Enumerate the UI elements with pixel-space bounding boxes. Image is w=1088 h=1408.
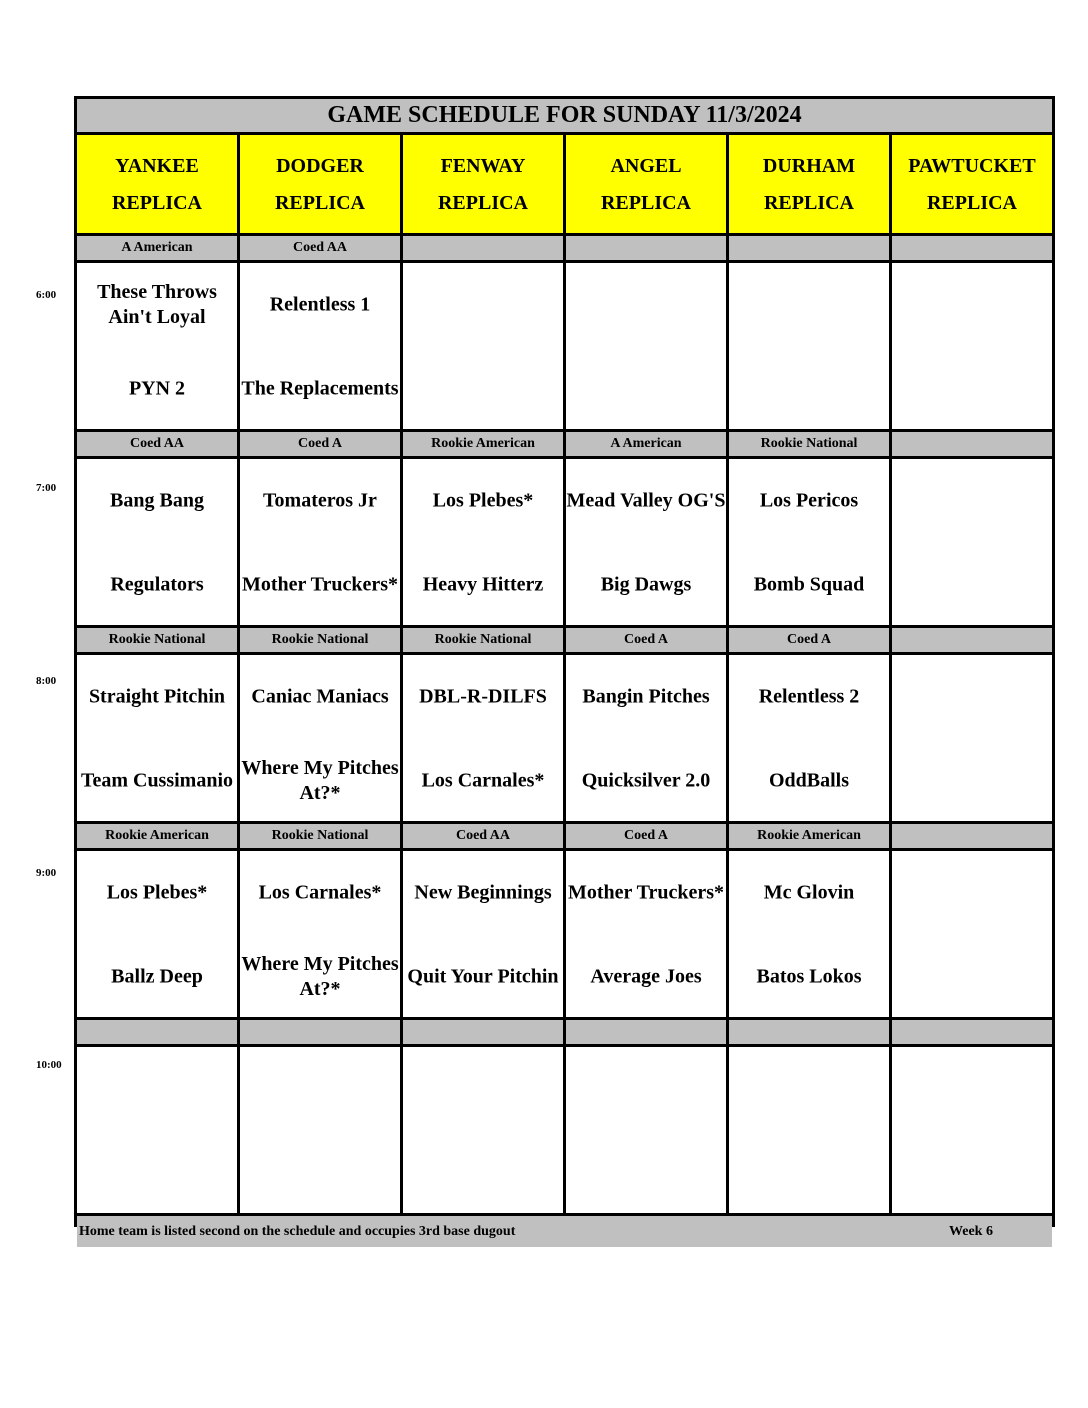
division-label: Coed A bbox=[566, 824, 726, 848]
home-team: Batos Lokos bbox=[756, 965, 862, 988]
time-label: 9:00 bbox=[36, 867, 57, 879]
division-label: Coed A bbox=[240, 432, 400, 456]
game-cell bbox=[240, 655, 400, 821]
field-type: REPLICA bbox=[763, 191, 854, 214]
home-team: Ballz Deep bbox=[111, 965, 203, 988]
home-team: Quit Your Pitchin bbox=[407, 965, 559, 988]
away-team: Mother Truckers* bbox=[567, 881, 725, 904]
division-label: Coed AA bbox=[403, 824, 563, 848]
field-header bbox=[729, 135, 889, 233]
away-team: Los Plebes* bbox=[106, 881, 208, 904]
away-team: Los Carnales* bbox=[258, 881, 382, 904]
away-team: DBL-R-DILFS bbox=[419, 685, 547, 708]
field-type: REPLICA bbox=[111, 191, 202, 214]
game-cell bbox=[566, 851, 726, 1017]
division-label bbox=[403, 1020, 563, 1044]
division-label bbox=[729, 236, 889, 260]
home-team: Big Dawgs bbox=[600, 573, 692, 596]
division-label: Coed AA bbox=[240, 236, 400, 260]
division-label bbox=[892, 628, 1052, 652]
field-header bbox=[403, 135, 563, 233]
game-cell bbox=[240, 263, 400, 429]
home-team: Regulators bbox=[110, 573, 204, 596]
field-type: REPLICA bbox=[437, 191, 528, 214]
division-label bbox=[77, 1020, 237, 1044]
home-team: Mother Truckers* bbox=[241, 573, 399, 596]
division-label: Rookie National bbox=[77, 628, 237, 652]
game-cell bbox=[240, 459, 400, 625]
game-cell bbox=[729, 459, 889, 625]
division-label: Coed A bbox=[729, 628, 889, 652]
game-cell bbox=[892, 851, 1052, 1017]
away-team: Mead Valley OG'S bbox=[566, 489, 726, 512]
division-label: A American bbox=[566, 432, 726, 456]
game-cell bbox=[566, 263, 726, 429]
division-label: Rookie National bbox=[240, 824, 400, 848]
home-team: Bomb Squad bbox=[753, 573, 865, 596]
home-team: Los Carnales* bbox=[421, 769, 545, 792]
field-type: REPLICA bbox=[274, 191, 365, 214]
game-cell bbox=[403, 459, 563, 625]
home-team: Heavy Hitterz bbox=[422, 573, 544, 596]
division-label: Rookie American bbox=[77, 824, 237, 848]
away-team: Relentless 1 bbox=[269, 293, 371, 316]
game-cell bbox=[729, 1047, 889, 1213]
game-cell bbox=[403, 263, 563, 429]
division-label: Rookie National bbox=[240, 628, 400, 652]
game-cell bbox=[892, 655, 1052, 821]
game-cell bbox=[77, 459, 237, 625]
game-cell bbox=[403, 1047, 563, 1213]
field-name: ANGEL bbox=[610, 154, 682, 177]
time-label: 10:00 bbox=[36, 1059, 62, 1071]
field-name: DURHAM bbox=[762, 154, 856, 177]
time-label: 6:00 bbox=[36, 289, 57, 301]
home-team: OddBalls bbox=[768, 769, 850, 792]
division-label: A American bbox=[77, 236, 237, 260]
away-team: New Beginnings bbox=[414, 881, 552, 904]
division-label: Rookie American bbox=[729, 824, 889, 848]
division-label bbox=[892, 824, 1052, 848]
game-cell bbox=[892, 459, 1052, 625]
away-team: Mc Glovin bbox=[763, 881, 855, 904]
field-type: REPLICA bbox=[926, 191, 1017, 214]
division-label: Rookie National bbox=[729, 432, 889, 456]
game-cell bbox=[892, 263, 1052, 429]
away-team: Los Plebes* bbox=[432, 489, 534, 512]
division-label bbox=[566, 1020, 726, 1044]
week-label: Week 6 bbox=[949, 1223, 993, 1239]
field-header bbox=[892, 135, 1052, 233]
division-label bbox=[892, 236, 1052, 260]
field-header bbox=[240, 135, 400, 233]
home-team: PYN 2 bbox=[128, 377, 186, 400]
home-team: Where My Pitches At?* bbox=[241, 757, 399, 804]
schedule-table bbox=[74, 96, 1055, 1239]
time-label: 7:00 bbox=[36, 482, 57, 494]
division-label: Coed AA bbox=[77, 432, 237, 456]
field-name: PAWTUCKET bbox=[908, 154, 1036, 177]
schedule-title: GAME SCHEDULE FOR SUNDAY 11/3/2024 bbox=[77, 99, 1052, 132]
division-label: Rookie National bbox=[403, 628, 563, 652]
game-cell bbox=[892, 1047, 1052, 1213]
game-cell bbox=[240, 1047, 400, 1213]
game-cell bbox=[566, 1047, 726, 1213]
time-label: 8:00 bbox=[36, 675, 57, 687]
away-team: Los Pericos bbox=[759, 489, 859, 512]
game-cell bbox=[77, 851, 237, 1017]
division-label bbox=[892, 432, 1052, 456]
game-cell bbox=[729, 263, 889, 429]
home-team: Where My Pitches At?* bbox=[241, 953, 399, 1000]
away-team: Caniac Maniacs bbox=[251, 685, 389, 708]
division-label: Rookie American bbox=[403, 432, 563, 456]
division-label bbox=[403, 236, 563, 260]
game-cell bbox=[77, 1047, 237, 1213]
game-cell bbox=[77, 655, 237, 821]
game-cell bbox=[240, 851, 400, 1017]
field-header bbox=[77, 135, 237, 233]
division-label bbox=[566, 236, 726, 260]
field-name: FENWAY bbox=[440, 154, 526, 177]
home-team: The Replacements bbox=[241, 377, 399, 400]
away-team: Bangin Pitches bbox=[582, 685, 710, 708]
game-cell bbox=[403, 851, 563, 1017]
home-team: Quicksilver 2.0 bbox=[581, 769, 711, 792]
game-cell bbox=[403, 655, 563, 821]
home-team: Average Joes bbox=[590, 965, 702, 988]
field-type: REPLICA bbox=[600, 191, 691, 214]
field-name: YANKEE bbox=[115, 154, 199, 177]
schedule-footer bbox=[77, 1216, 1052, 1247]
away-team: Straight Pitchin bbox=[88, 685, 226, 708]
division-label: Coed A bbox=[566, 628, 726, 652]
away-team: Relentless 2 bbox=[758, 685, 860, 708]
division-label bbox=[892, 1020, 1052, 1044]
away-team: Bang Bang bbox=[110, 489, 204, 512]
home-team: Team Cussimanio bbox=[80, 769, 234, 792]
game-cell bbox=[77, 263, 237, 429]
field-name: DODGER bbox=[276, 154, 364, 177]
game-cell bbox=[729, 655, 889, 821]
game-cell bbox=[729, 851, 889, 1017]
away-team: These Throws Ain't Loyal bbox=[97, 281, 217, 328]
home-team-note: Home team is listed second on the schedule and occupies 3rd base dugout bbox=[79, 1223, 516, 1239]
game-cell bbox=[566, 655, 726, 821]
field-header bbox=[566, 135, 726, 233]
away-team: Tomateros Jr bbox=[263, 489, 377, 512]
division-label bbox=[240, 1020, 400, 1044]
division-label bbox=[729, 1020, 889, 1044]
game-cell bbox=[566, 459, 726, 625]
